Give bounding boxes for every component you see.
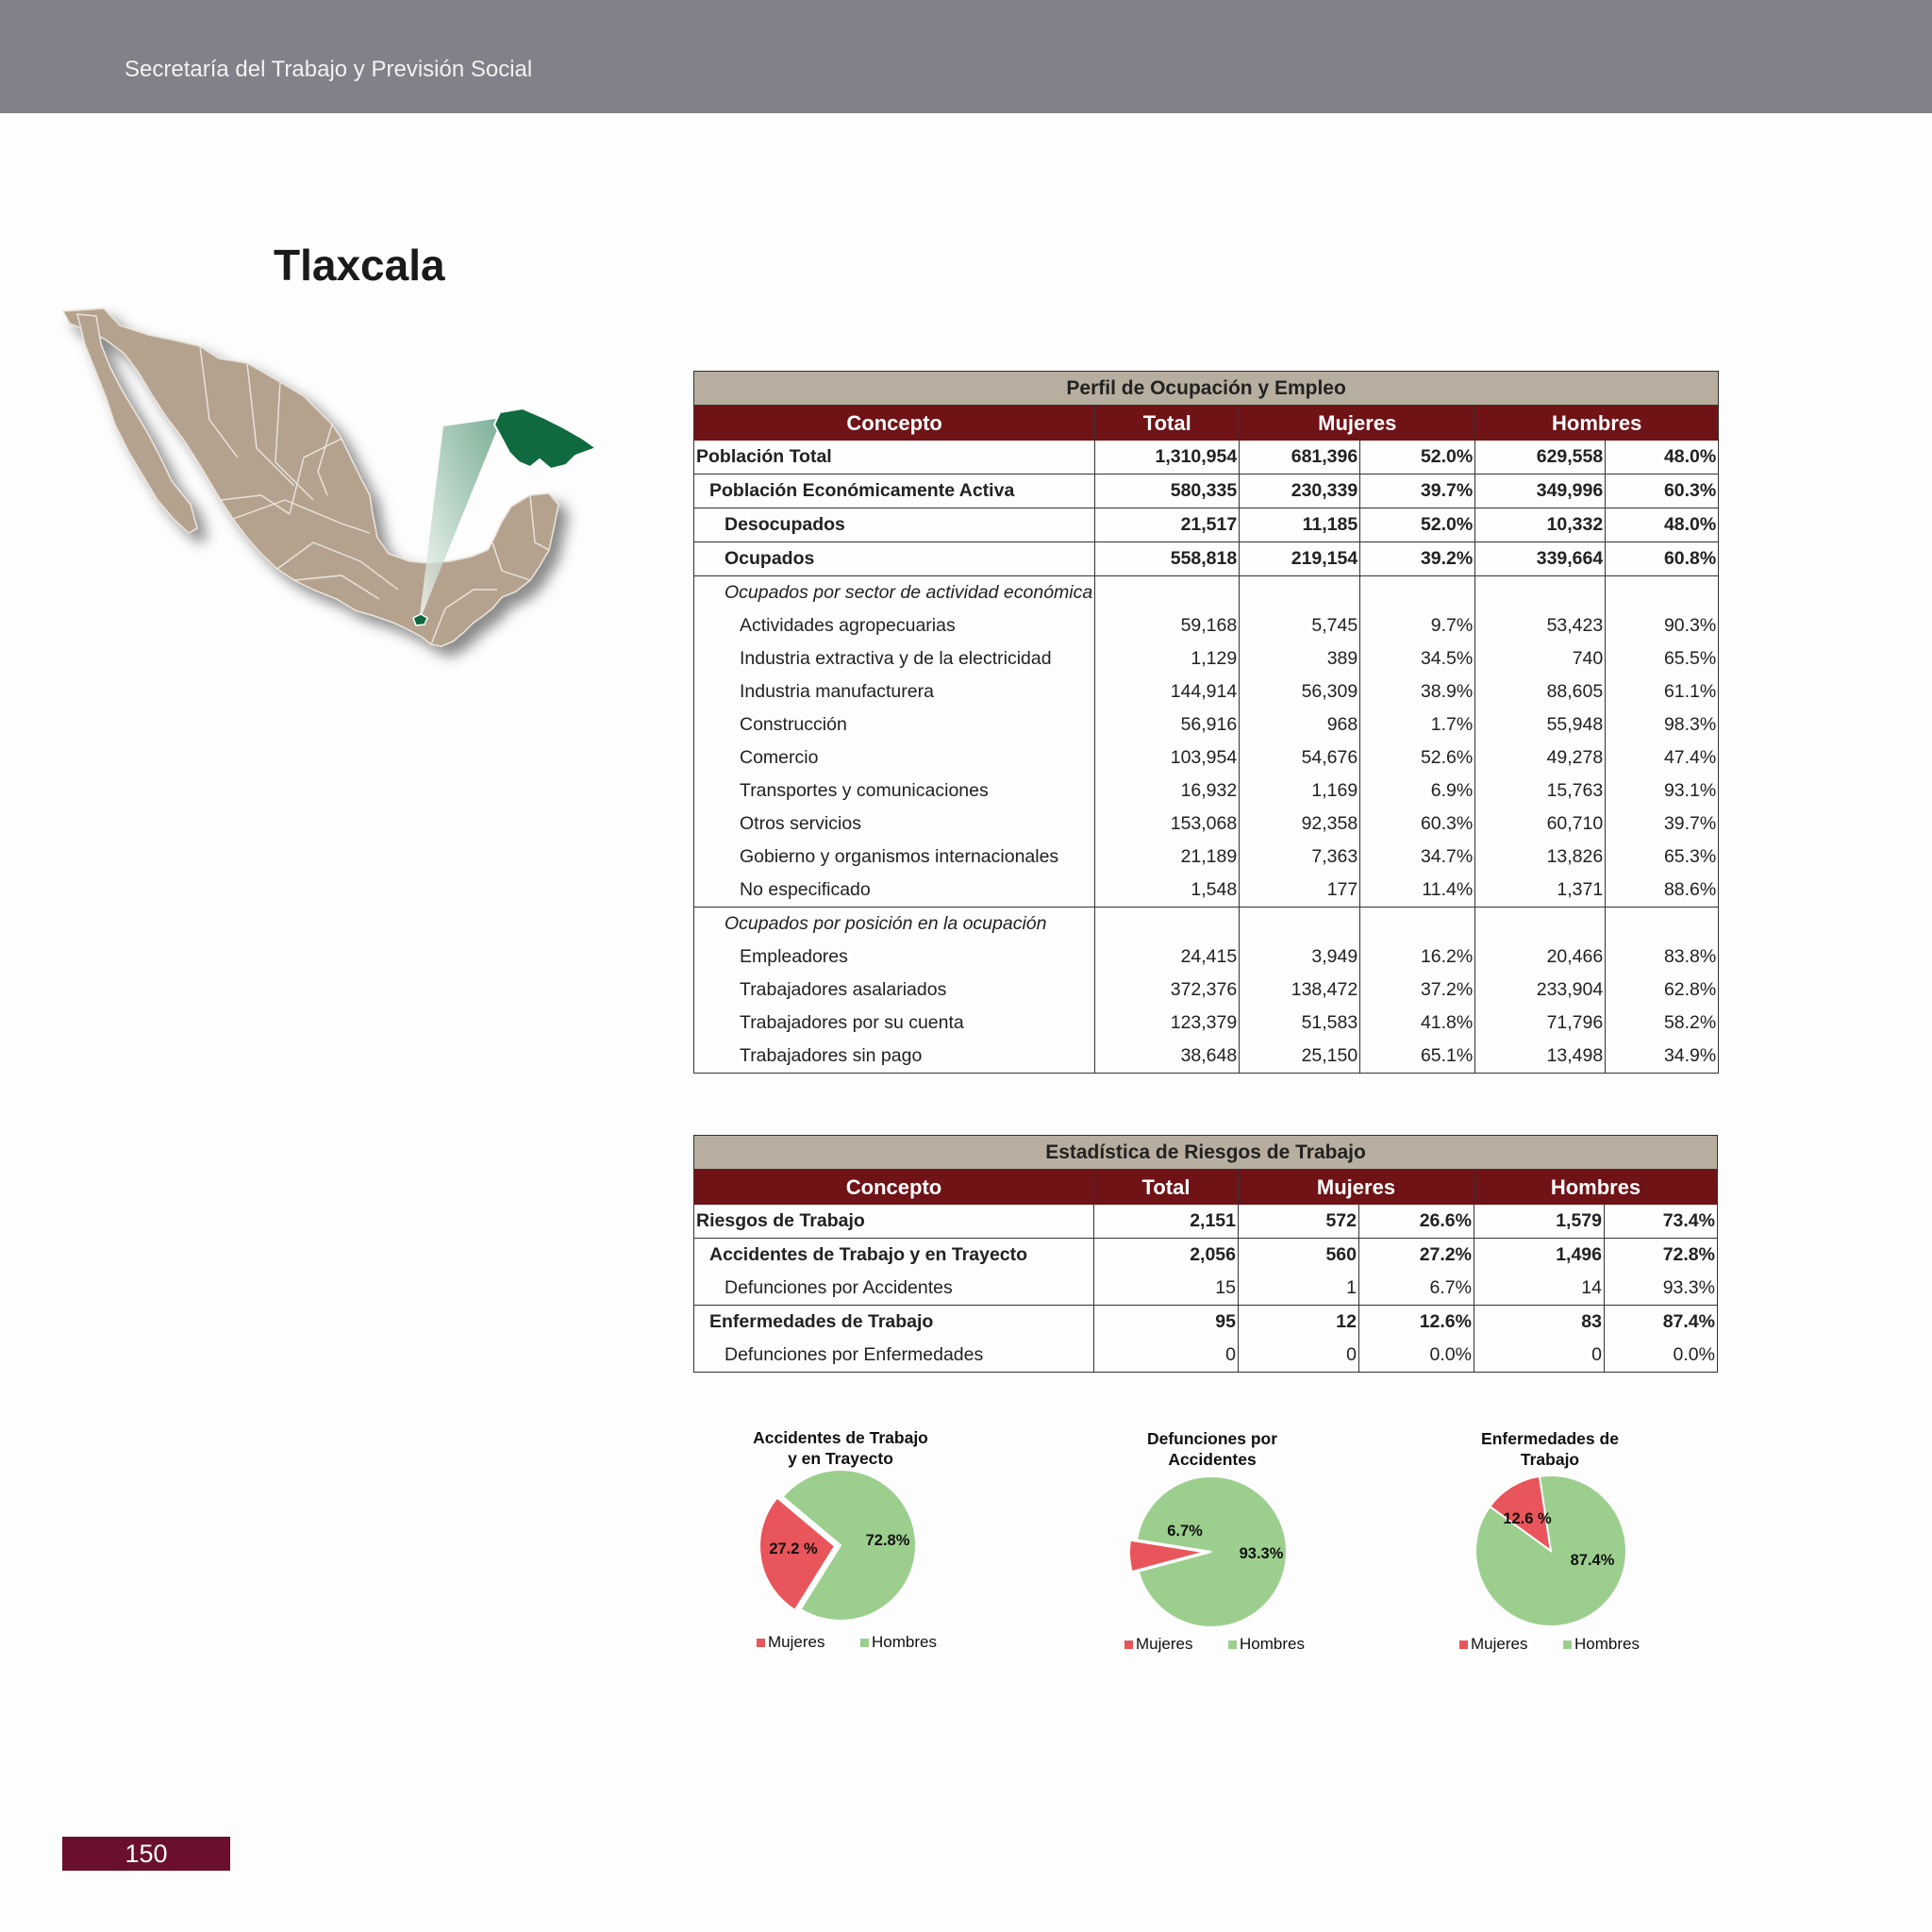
table-row: Comercio 103,954 54,676 52.6% 49,278 47.4%	[694, 741, 1719, 774]
page-title: Tlaxcala	[274, 241, 445, 290]
pie-chart-enfermedades	[1424, 1424, 1689, 1660]
perfil-ocupacion-table	[693, 371, 1719, 1074]
col-mujeres: Mujeres	[1239, 1170, 1474, 1205]
table-row: Defunciones por Enfermedades 0 0 0.0% 0 0.0%	[694, 1339, 1718, 1373]
data-label-hombres: 93.3%	[1239, 1545, 1284, 1562]
col-mujeres: Mujeres	[1240, 406, 1475, 441]
pie-chart-accidentes	[722, 1424, 986, 1660]
chart-title-line1: Defunciones por	[1146, 1429, 1278, 1448]
chart-title-line1: Accidentes de Trabajo	[753, 1428, 928, 1447]
table-row: Accidentes de Trabajo y en Trayecto 2,056 560 27.2% 1,496 72.8%	[694, 1239, 1718, 1273]
legend-swatch-hombres	[1228, 1641, 1237, 1649]
table-row: Trabajadores sin pago 38,648 25,150 65.1% 13,498 34.9%	[694, 1040, 1719, 1074]
table-row: Transportes y comunicaciones 16,932 1,169 6.9% 15,763 93.1%	[694, 774, 1719, 808]
table-row: Desocupados 21,517 11,185 52.0% 10,332 48.0%	[694, 508, 1719, 542]
table-row: Industria extractiva y de la electricidad 1,129 389 34.5% 740 65.5%	[694, 642, 1719, 675]
legend-label-mujeres: Mujeres	[768, 1633, 825, 1651]
col-concepto: Concepto	[694, 1170, 1094, 1205]
legend-swatch-hombres	[860, 1639, 869, 1647]
table-row: Trabajadores asalariados 372,376 138,472 37.2% 233,904 62.8%	[694, 974, 1719, 1007]
data-label-mujeres: 12.6 %	[1503, 1510, 1552, 1527]
table-row: Población Económicamente Activa 580,335 230,339 39.7% 349,996 60.3%	[694, 475, 1719, 508]
data-label-mujeres: 27.2 %	[769, 1541, 818, 1557]
table-row: Gobierno y organismos internacionales 21,189 7,363 34.7% 13,826 65.3%	[694, 841, 1719, 874]
chart-title-line2: Accidentes	[1168, 1450, 1257, 1469]
table-row: Enfermedades de Trabajo 95 12 12.6% 83 87.4%	[694, 1306, 1718, 1340]
mexico-map	[58, 307, 672, 750]
table-title: Perfil de Ocupación y Empleo	[694, 372, 1719, 406]
table-row: Construcción 56,916 968 1.7% 55,948 98.3%	[694, 708, 1719, 741]
table-row: No especificado 1,548 177 11.4% 1,371 88.6%	[694, 874, 1719, 908]
table-row: Industria manufacturera 144,914 56,309 38.9% 88,605 61.1%	[694, 675, 1719, 708]
table-row: Ocupados 558,818 219,154 39.2% 339,664 60.8%	[694, 542, 1719, 576]
data-label-hombres: 87.4%	[1570, 1552, 1615, 1569]
legend-label-hombres: Hombres	[1240, 1635, 1305, 1653]
table-row: Otros servicios 153,068 92,358 60.3% 60,710 39.7%	[694, 808, 1719, 841]
legend-swatch-hombres	[1563, 1641, 1572, 1649]
table-row: Actividades agropecuarias 59,168 5,745 9.7% 53,423 90.3%	[694, 609, 1719, 642]
table-row: Empleadores 24,415 3,949 16.2% 20,466 83.8%	[694, 941, 1719, 974]
header-bar	[0, 0, 1932, 113]
table-row: Defunciones por Accidentes 15 1 6.7% 14 93.3%	[694, 1272, 1718, 1306]
chart-title-line1: Enfermedades de	[1481, 1429, 1619, 1448]
col-hombres: Hombres	[1474, 1170, 1718, 1205]
data-label-hombres: 72.8%	[865, 1532, 910, 1549]
col-total: Total	[1095, 406, 1240, 441]
data-label-mujeres: 6.7%	[1167, 1523, 1203, 1540]
table-row: Trabajadores por su cuenta 123,379 51,583 41.8% 71,796 58.2%	[694, 1007, 1719, 1040]
chart-title-line2: y en Trayecto	[788, 1449, 893, 1468]
table-row: Ocupados por sector de actividad económica	[694, 576, 1719, 610]
col-concepto: Concepto	[694, 406, 1095, 441]
table-row: Ocupados por posición en la ocupación	[694, 908, 1719, 941]
col-hombres: Hombres	[1475, 406, 1719, 441]
legend-swatch-mujeres	[1459, 1641, 1468, 1649]
riesgos-trabajo-table	[693, 1135, 1718, 1373]
col-total: Total	[1094, 1170, 1239, 1205]
legend-swatch-mujeres	[1124, 1641, 1133, 1649]
table-row: Riesgos de Trabajo 2,151 572 26.6% 1,579 73.4%	[694, 1205, 1718, 1239]
pie-chart-defunciones-accidentes	[1090, 1424, 1354, 1660]
table-title: Estadística de Riesgos de Trabajo	[694, 1136, 1718, 1170]
institution-name: Secretaría del Trabajo y Previsión Social	[125, 57, 533, 82]
page-number: 150	[62, 1837, 230, 1871]
table-row: Población Total 1,310,954 681,396 52.0% 629,558 48.0%	[694, 441, 1719, 475]
chart-title-line2: Trabajo	[1520, 1450, 1580, 1469]
legend-label-mujeres: Mujeres	[1136, 1635, 1193, 1653]
legend-label-mujeres: Mujeres	[1471, 1635, 1528, 1653]
mexico-mainland	[63, 308, 558, 646]
legend-label-hombres: Hombres	[1574, 1635, 1640, 1653]
tlaxcala-zoom-shape	[494, 408, 596, 469]
legend-swatch-mujeres	[757, 1639, 765, 1647]
legend-label-hombres: Hombres	[872, 1633, 937, 1651]
